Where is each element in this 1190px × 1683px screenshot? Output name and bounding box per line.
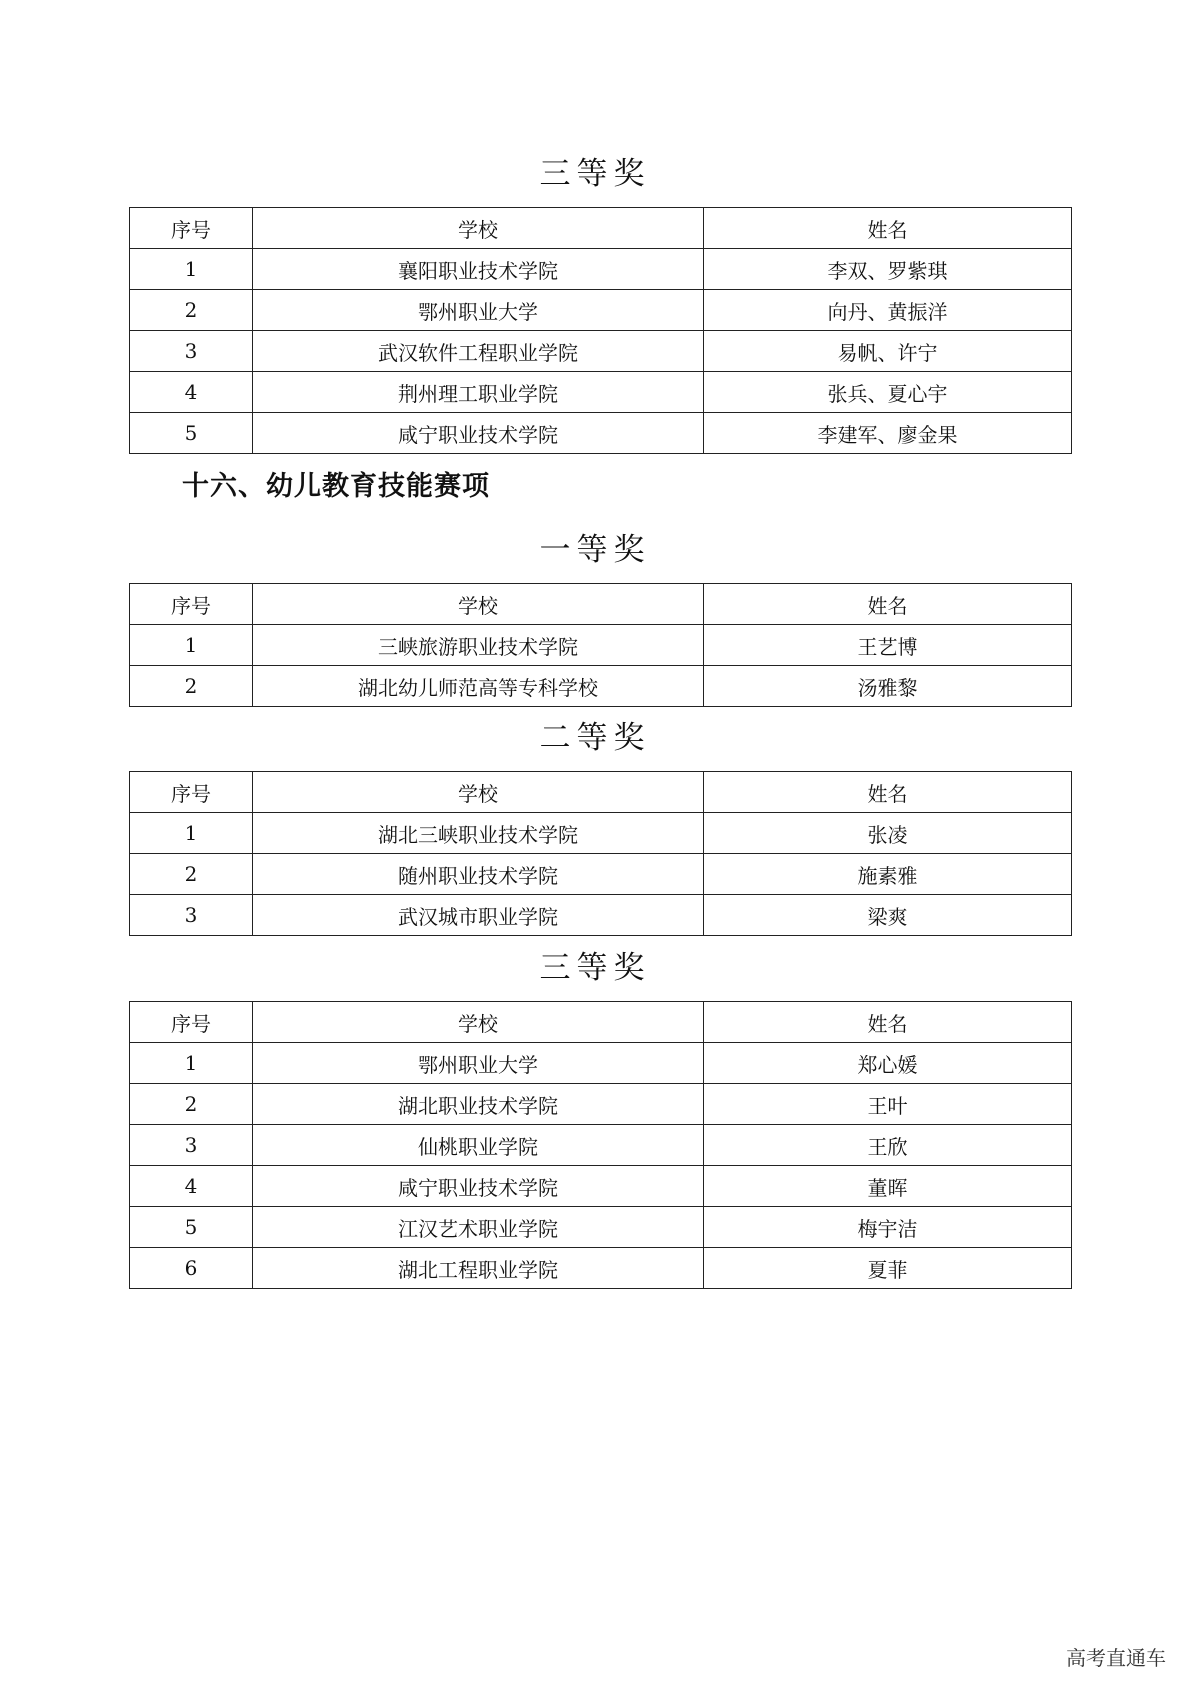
award-table-first xyxy=(129,583,1072,707)
cell-school: 武汉软件工程职业学院 xyxy=(253,331,704,372)
cell-name: 向丹、黄振洋 xyxy=(704,290,1072,331)
watermark: 高考直通车 xyxy=(1066,1646,1166,1670)
cell-school: 襄阳职业技术学院 xyxy=(253,249,704,290)
table-header-row xyxy=(130,584,1072,625)
header-name: 姓名 xyxy=(704,1002,1072,1043)
header-school: 学校 xyxy=(253,1002,704,1043)
cell-name: 董晖 xyxy=(704,1166,1072,1207)
cell-name: 张凌 xyxy=(704,813,1072,854)
table-row xyxy=(130,1248,1072,1289)
prize-title-third: 三等奖 xyxy=(539,950,651,986)
cell-no: 3 xyxy=(130,895,253,936)
table-row xyxy=(130,625,1072,666)
cell-school: 湖北职业技术学院 xyxy=(253,1084,704,1125)
header-no: 序号 xyxy=(130,1002,253,1043)
header-school: 学校 xyxy=(253,772,704,813)
header-no: 序号 xyxy=(130,772,253,813)
cell-school: 鄂州职业大学 xyxy=(253,1043,704,1084)
cell-no: 1 xyxy=(130,813,253,854)
cell-no: 6 xyxy=(130,1248,253,1289)
cell-name: 张兵、夏心宇 xyxy=(704,372,1072,413)
table-row xyxy=(130,290,1072,331)
cell-school: 湖北三峡职业技术学院 xyxy=(253,813,704,854)
cell-no: 3 xyxy=(130,331,253,372)
header-name: 姓名 xyxy=(704,772,1072,813)
award-table-second xyxy=(129,771,1072,936)
cell-no: 2 xyxy=(130,854,253,895)
award-table-third xyxy=(129,207,1072,454)
table-row xyxy=(130,895,1072,936)
table-row xyxy=(130,413,1072,454)
table-row xyxy=(130,331,1072,372)
cell-name: 王艺博 xyxy=(704,625,1072,666)
section-heading: 十六、幼儿教育技能赛项 xyxy=(182,471,490,502)
prize-title-second: 二等奖 xyxy=(539,720,651,756)
table-row xyxy=(130,1166,1072,1207)
cell-no: 4 xyxy=(130,372,253,413)
table-row xyxy=(130,1125,1072,1166)
table-header-row xyxy=(130,1002,1072,1043)
prize-title-first: 一等奖 xyxy=(539,532,651,568)
table-row xyxy=(130,372,1072,413)
table-header-row xyxy=(130,772,1072,813)
header-school: 学校 xyxy=(253,208,704,249)
cell-name: 王欣 xyxy=(704,1125,1072,1166)
cell-name: 李双、罗紫琪 xyxy=(704,249,1072,290)
header-no: 序号 xyxy=(130,584,253,625)
award-table-third xyxy=(129,1001,1072,1289)
cell-name: 夏菲 xyxy=(704,1248,1072,1289)
cell-name: 施素雅 xyxy=(704,854,1072,895)
cell-school: 湖北工程职业学院 xyxy=(253,1248,704,1289)
cell-school: 随州职业技术学院 xyxy=(253,854,704,895)
header-no: 序号 xyxy=(130,208,253,249)
table-row xyxy=(130,666,1072,707)
cell-name: 汤雅黎 xyxy=(704,666,1072,707)
cell-name: 梁爽 xyxy=(704,895,1072,936)
cell-school: 湖北幼儿师范高等专科学校 xyxy=(253,666,704,707)
table-row xyxy=(130,249,1072,290)
cell-no: 5 xyxy=(130,1207,253,1248)
cell-no: 1 xyxy=(130,1043,253,1084)
cell-no: 2 xyxy=(130,666,253,707)
cell-name: 李建军、廖金果 xyxy=(704,413,1072,454)
cell-name: 王叶 xyxy=(704,1084,1072,1125)
cell-no: 4 xyxy=(130,1166,253,1207)
table-row xyxy=(130,1207,1072,1248)
cell-school: 三峡旅游职业技术学院 xyxy=(253,625,704,666)
cell-name: 易帆、许宁 xyxy=(704,331,1072,372)
cell-no: 1 xyxy=(130,249,253,290)
table-row xyxy=(130,1084,1072,1125)
cell-no: 2 xyxy=(130,290,253,331)
prize-title-third: 三等奖 xyxy=(539,156,651,192)
table-row xyxy=(130,854,1072,895)
header-school: 学校 xyxy=(253,584,704,625)
cell-no: 5 xyxy=(130,413,253,454)
cell-no: 2 xyxy=(130,1084,253,1125)
table-row xyxy=(130,813,1072,854)
cell-school: 武汉城市职业学院 xyxy=(253,895,704,936)
cell-school: 鄂州职业大学 xyxy=(253,290,704,331)
cell-no: 1 xyxy=(130,625,253,666)
cell-school: 仙桃职业学院 xyxy=(253,1125,704,1166)
cell-name: 梅宇洁 xyxy=(704,1207,1072,1248)
cell-school: 荆州理工职业学院 xyxy=(253,372,704,413)
cell-school: 咸宁职业技术学院 xyxy=(253,413,704,454)
table-row xyxy=(130,1043,1072,1084)
cell-name: 郑心媛 xyxy=(704,1043,1072,1084)
table-header-row xyxy=(130,208,1072,249)
header-name: 姓名 xyxy=(704,208,1072,249)
cell-no: 3 xyxy=(130,1125,253,1166)
header-name: 姓名 xyxy=(704,584,1072,625)
cell-school: 咸宁职业技术学院 xyxy=(253,1166,704,1207)
cell-school: 江汉艺术职业学院 xyxy=(253,1207,704,1248)
